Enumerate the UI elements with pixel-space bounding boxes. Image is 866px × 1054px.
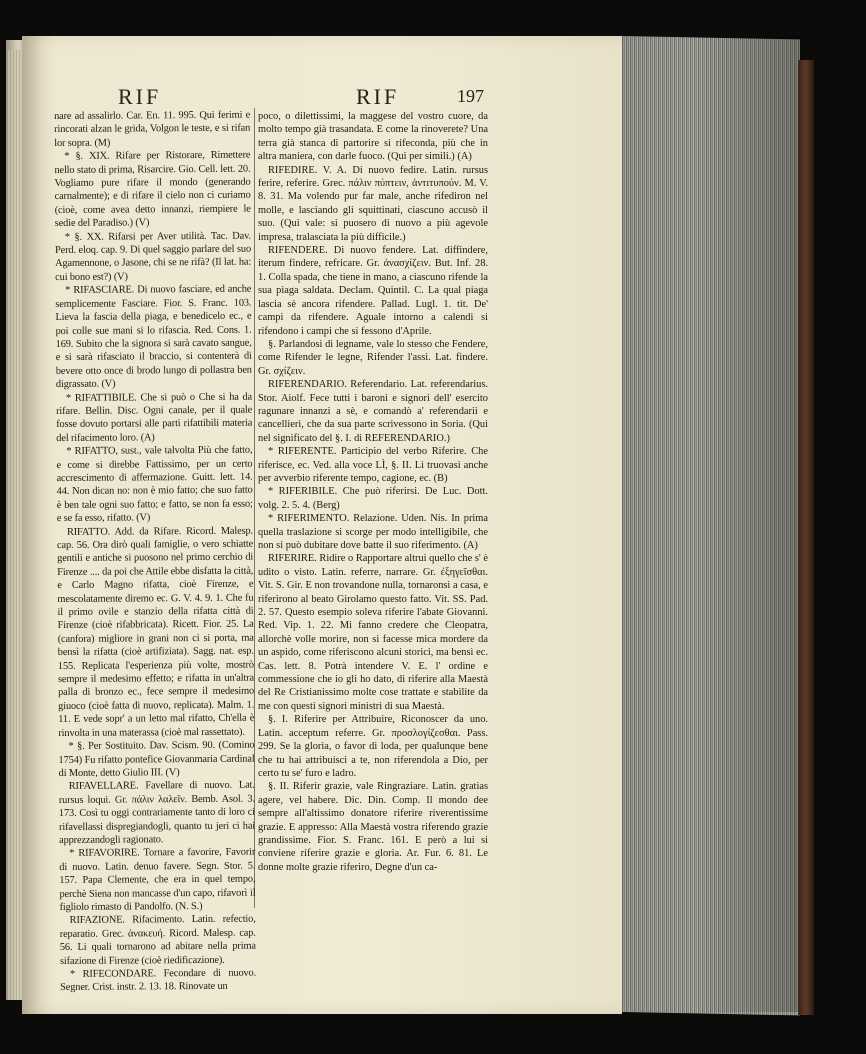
entry-paragraph: §. I. Riferire per Attribuire, Riconoscer da uno. Latin. acceptum referre. Gr. προσλογίζεσθαι. Pass. 299. Se la gloria, o favor di loda, per qualunque bene che tu hai attribuisci a te, non riferendola a Dio, per certo tu se' furo e ladro. (258, 714, 488, 779)
entry-paragraph: * RIFATTIBILE. Che si può o Che si ha da rifare. Bellin. Disc. Ogni canale, per il quale fosse dovuto portarsi alle parti rifattibili materia del rifacimento loro. (A) (56, 391, 253, 444)
entry-paragraph: RIFATTO. Add. da Rifare. Ricord. Malesp. cap. 56. Ora dirò quali famiglie, o vero schiatte gentili e antiche si puosono nel primo cerchio di Firenze .... da poi che Attile ebbe disfatta la città, e Carlo Magno rifatta, cioè Firenze, e mescolatamente diremo ec. G. V. 4. 9. 1. Che fu il primo ovile e stanzio della rifatta città di Firenze (cioè rifabbricata). Ricett. Fior. 25. La (canfora) migliore in grani non ci si porta, ma bensì la rifatta (cioè artifiziata). Sagg. nat. esp. 155. Replicata l'esperienza più volte, mostrò sempre il medesimo effetto; e rifatta in un'altra palla di bronzo ec., fece sempre il medesimo giuoco (cioè fatta di nuovo, replicata). Malm. 1. 11. E vede sopr' a un letto mal rifatto, Ch'ella è rinvolta in una materassa (cioè mal rassettato). (57, 525, 255, 739)
entry-paragraph: * RIFERENTE. Participio del verbo Riferire. Che riferisce, ec. Ved. alla voce LÌ, §. II. Lì truovasi anche per avverbio riferente tempo, cagione, ec. (B) (258, 446, 488, 484)
entry-paragraph: * RIFAVORIRE. Tornare a favorire, Favorir di nuovo. Latin. denuo favere. Segn. Stor. 5. 157. Papa Clemente, che era in quel tempo, perchè Siena non mancasse d'un capo, rifavorì il figliolo rimasto di Pandolfo. (N. S.) (59, 846, 256, 913)
running-head-right: RIF (356, 84, 400, 109)
page-number: 197 (457, 86, 484, 106)
entry-paragraph: RIFAVELLARE. Favellare di nuovo. Lat. rursus loqui. Gr. πάλιν λαλεῖν. Bemb. Asol. 3. 173. Così tu oggi contrariamente tanto di loro ci rifavellassi dispregiandogli, quanto tu jeri ci hai apprezzandogli ragionato. (58, 779, 256, 846)
entry-paragraph: RIFAZIONE. Rifacimento. Latin. refectio, reparatio. Grec. ἀνακευή. Ricord. Malesp. cap. 56. Li quali tornarono ad abitare nella prima sifazione di Firenze (cioè riedificazione). (59, 913, 256, 967)
entry-paragraph: * §. XIX. Rifare per Ristorare, Rimettere nello stato di prima, Risarcire. Gio. Cell. lett. 20. Vogliamo pure rifare il mondo (generando carnalmente); e di rifare il cielo non ci curiamo (cioè, come avea detto innanzi, riempiere le sedie del Paradiso.) (V) (54, 149, 251, 230)
entry-paragraph: * RIFASCIARE. Di nuovo fasciare, ed anche semplicemente Fasciare. Fior. S. Franc. 103. Lieva la fascia della piaga, e benedicelo ec., e poi colle sue mani si lo rifascia. Red. Cons. 1. 169. Subito che la signora si sarà cavato sangue, e si sarà rifasciato il braccio, si contenterà di bevere otto once di brodo lungo di pollastra ben digrassato. (V) (55, 283, 252, 391)
left-column (54, 109, 256, 995)
entry-paragraph: §. Parlandosi di legname, vale lo stesso che Fendere, come Rifender le legne, Rifender l'assi. Lat. findere. Gr. σχίζειν. (258, 338, 488, 377)
entry-paragraph: * RIFATTO, sust., vale talvolta Più che fatto, e come si direbbe Fattissimo, per un certo accrescimento di affermazione. Guitt. lett. 14. 44. Non dican no: non è mio fatto; che suo fatto è ben tale ogni suo fatto; e fatto, se non fa esso; e se fa esso, rifatto. (V) (56, 444, 253, 525)
entry-paragraph: RIFEDIRE. V. A. Di nuovo fedire. Latin. rursus ferire, referire. Grec. πάλιν πύπτειν, ἀντιτυπούν. M. V. 8. 31. Ma volendo pur far male, anche rifediron nel molle, e lasciando gli squittinati, ciascuno accusò il suo. (Qui vale: si puosero di nuovo a più agevole impresa, tralasciata la più difficile.) (258, 164, 488, 243)
entry-paragraph: * RIFERIBILE. Che può riferirsi. De Luc. Dott. volg. 2. 5. 4. (Berg) (258, 486, 488, 511)
page-block-shade (622, 36, 800, 1012)
entry-paragraph: * §. Per Sostituito. Dav. Scism. 90. (Comino 1754) Fu rifatto pontefice Giovanmaria Cardinal di Monte, detto Giulio III. (V) (58, 739, 255, 779)
entry-paragraph: * RIFECONDARE. Fecondare di nuovo. Segner. Crist. instr. 2. 13. 18. Rinovate un (60, 967, 257, 994)
book-cover-edge (798, 60, 814, 1015)
entry-paragraph: RIFERENDARIO. Referendario. Lat. referendarius. Stor. Aiolf. Fece tutti i baroni e signori dell' esercito ragunare innanzi a sè, e comandò a' referendarii e cancellieri, che da sua parte scrivessono in Soria. (Qui nel significato del §. I. di REFERENDARIO.) (258, 379, 488, 444)
entry-paragraph: RIFERIRE. Ridire o Rapportare altrui quello che s' è udito o visto. Latin. referre, narrare. Gr. ἐξηγεῖσθαι. Vit. S. Gir. E non trovandone nulla, tornaronsi a casa, e riferirono al beato Girolamo questo fatto. Vit. SS. Pad. 2. 57. Questo esempio soleva riferire l'abate Giovanni. Red. Vip. 1. 22. Mi fanno credere che Cleopatra, allorchè volle morire, non si facesse mica mordere da un aspido, come riferiscono alcuni storici, ma bensì ec. Cas. lett. 8. Potrà intendere V. E. l' ordine e commessione che io gli ho dato, di riferire alla Maestà del Re Cristianissimo molte cose trattate e stabilite da me con questi signori ministri di sua Maestà. (258, 553, 488, 712)
entry-paragraph: §. II. Riferir grazie, vale Ringraziare. Latin. gratias agere, vel habere. Dic. Din. Comp. Il mondo dee sempre all'altissimo donatore riferire riverentissime grazie. E appresso: Alla Maestà vostra riferendo grazie grandissime. Fior. S. Franc. 161. E però a lui si conviene riferire grazie e gloria. Ar. Fur. 6. 81. Le donne molte grazie riferiro, Degne d'un ca- (258, 781, 488, 873)
entry-paragraph: RIFENDERE. Di nuovo fendere. Lat. diffindere, iterum findere, refricare. Gr. ἀνασχίζειν. But. Inf. 28. 1. Colla spada, che tiene in mano, a ciascuno rifende la sua piaga saldata. Declam. Quintil. C. La qual piaga lascia sè ancora rifendere. Pallad. Lugl. 1. tit. De' campi da rifendere. Aguale intorno a calendi si rifendono i campi che si fessono d'Aprile. (258, 245, 488, 337)
running-head-left: RIF (118, 84, 162, 109)
entry-paragraph: * RIFERIMENTO. Relazione. Uden. Nis. In prima quella traslazione si scorge per modo intelligibile, che non si può dubitare dove batte il suo riferimento. (A) (258, 513, 488, 551)
gutter (8, 50, 22, 1000)
entry-paragraph: * §. XX. Rifarsi per Aver utilità. Tac. Dav. Perd. eloq. cap. 9. Di quel saggio parlare del suo Agamennone, o Jasone, chi se ne rifà? (Il lat. ha: cui bono est?) (V) (54, 230, 252, 283)
entry-paragraph: nare ad assalirlo. Car. En. 11. 995. Qui ferimi e rincorati alzan le grida, Volgon le teste, e si rifan lor sopra. (M) (54, 109, 251, 149)
right-column (258, 110, 488, 874)
entry-paragraph: poco, o dilettissimi, la maggese del vostro cuore, da molto tempo già trasandata. E come la rinoverete? Una terra già stanca di partorire si rifeconda, più che in altra maniera, con darle fuoco. (Qui per simili.) (A) (258, 111, 488, 163)
